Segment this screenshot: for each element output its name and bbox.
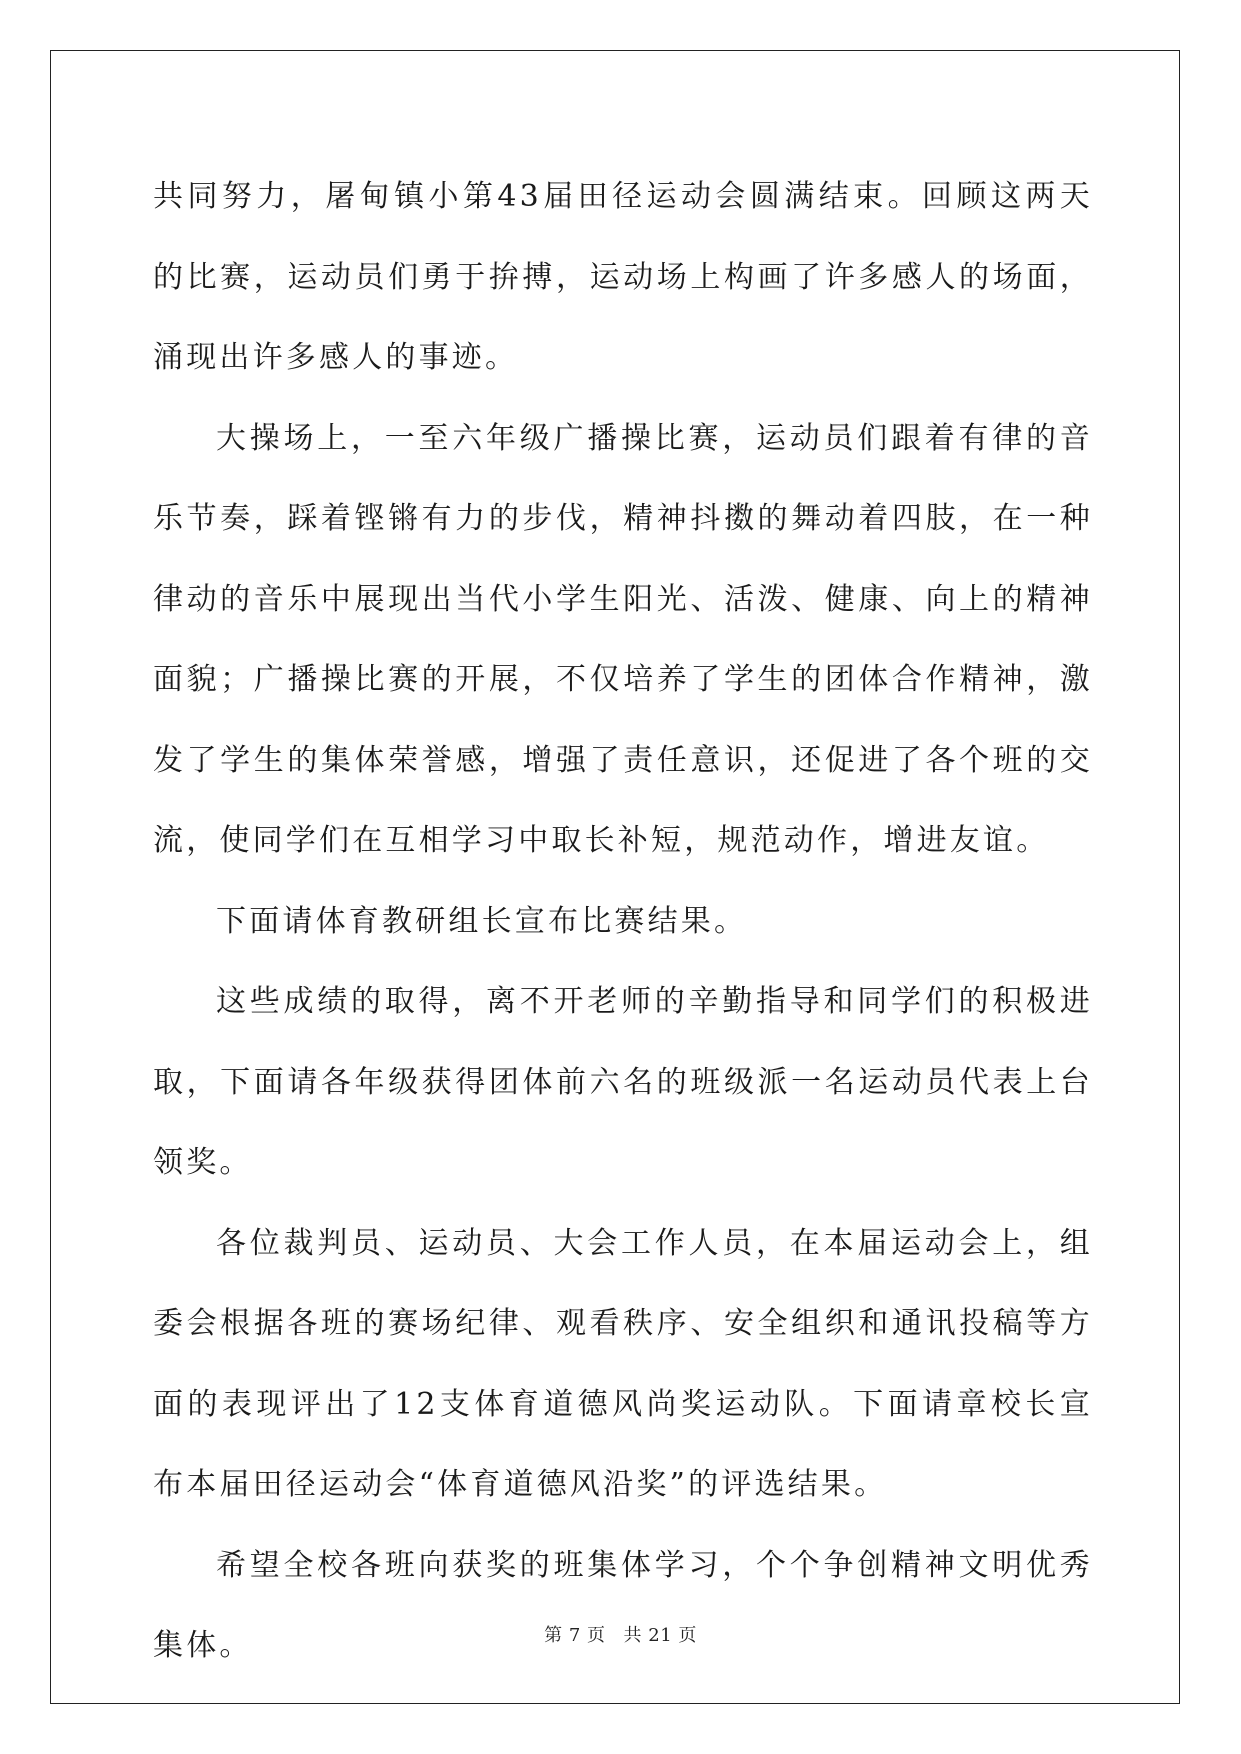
page-total: 共 21 页 (623, 1625, 697, 1646)
document-body (153, 157, 1093, 1687)
paragraph-3: 下面请体育教研组长宣布比赛结果。 (216, 903, 748, 939)
paragraph-1: 共同努力，屠甸镇小第43届田径运动会圆满结束。回顾这两天的比赛，运动员们勇于拚搏，运动场上构画了许多感人的场面，涌现出许多感人的事迹。 (153, 179, 1093, 375)
paragraph-4: 这些成绩的取得，离不开老师的辛勤指导和同学们的积极进取，下面请各年级获得团体前六名的班级派一名运动员代表上台领奖。 (153, 984, 1093, 1180)
paragraph-6: 希望全校各班向获奖的班集体学习，个个争创精神文明优秀集体。 (153, 1547, 1093, 1663)
page-footer (0, 1621, 1241, 1647)
page-number: 第 7 页 (544, 1625, 606, 1646)
paragraph-2: 大操场上，一至六年级广播操比赛，运动员们跟着有律的音乐节奏，踩着铿锵有力的步伐，精神抖擞的舞动着四肢，在一种律动的音乐中展现出当代小学生阳光、活泼、健康、向上的精神面貌；广播操比赛的开展，不仅培养了学生的团体合作精神，激发了学生的集体荣誉感，增强了责任意识，还促进了各个班的交流，使同学们在互相学习中取长补短，规范动作，增进友谊。 (153, 420, 1093, 858)
paragraph-5: 各位裁判员、运动员、大会工作人员，在本届运动会上，组委会根据各班的赛场纪律、观看秩序、安全组织和通讯投稿等方面的表现评出了12支体育道德风尚奖运动队。下面请章校长宣布本届田径运动会“体育道德风沿奖”的评选结果。 (153, 1225, 1093, 1502)
